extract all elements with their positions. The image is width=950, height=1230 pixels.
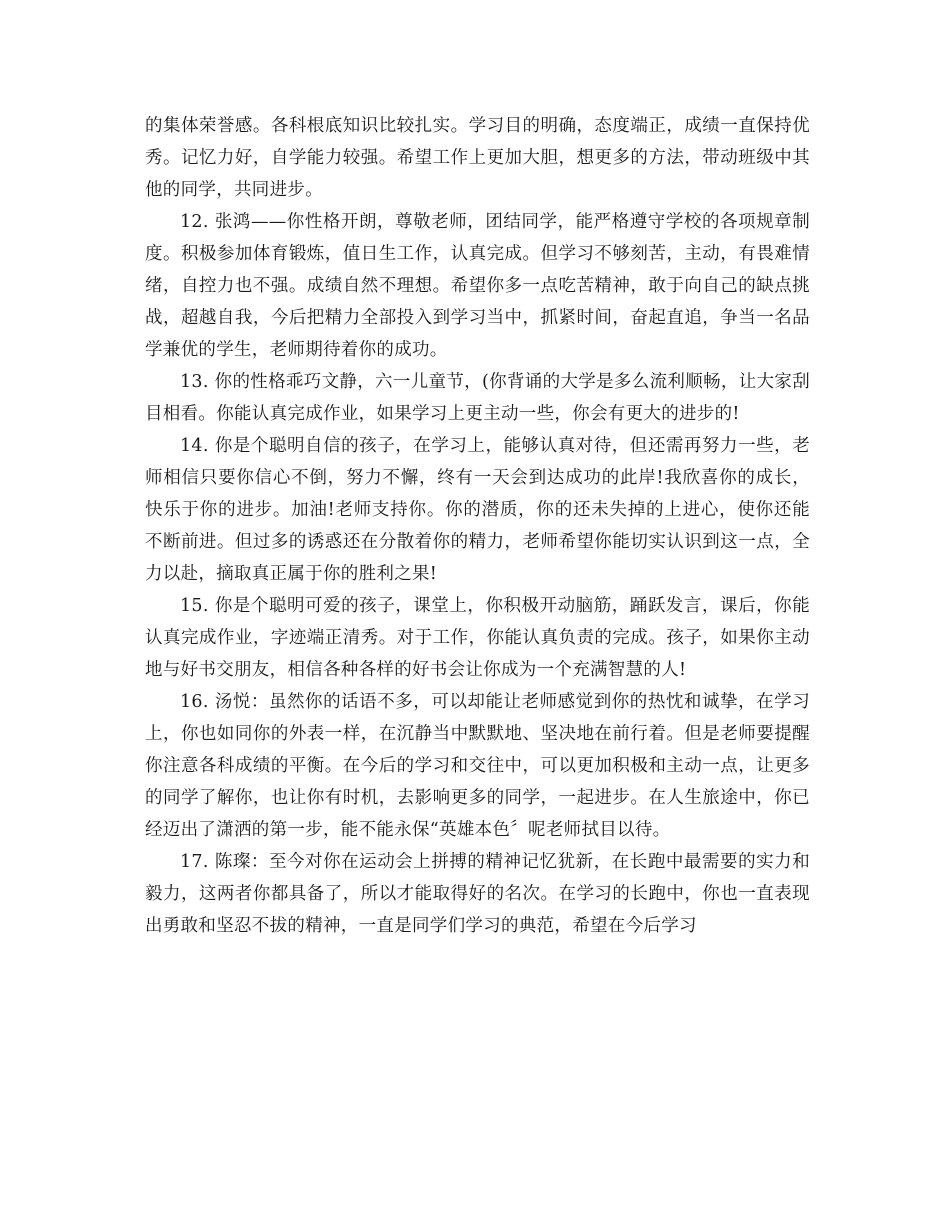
paragraph-comment-15: 15. 你是个聪明可爱的孩子，课堂上，你积极开动脑筋，踊跃发言，课后，你能认真完成作业，字迹端正清秀。对于工作，你能认真负责的完成。孩子，如果你主动地与好书交朋友，相信各种各样的好书会让你成为一个充满智慧的人! [145, 596, 810, 680]
paragraph-comment-13: 13. 你的性格乖巧文静，六一儿童节，(你背诵的大学是多么流利顺畅，让大家刮目相看。你能认真完成作业，如果学习上更主动一些，你会有更大的进步的! [145, 372, 810, 424]
paragraph-comment-14: 14. 你是个聪明自信的孩子，在学习上，能够认真对待，但还需再努力一些，老师相信只要你信心不倒，努力不懈，终有一天会到达成功的此岸!我欣喜你的成长，快乐于你的进步。加油!老师支持你。你的潜质，你的还未失掉的上进心，使你还能不断前进。但过多的诱惑还在分散着你的精力，老师希望你能切实认识到这一点，全力以赴，摘取真正属于你的胜利之果! [145, 436, 810, 584]
paragraph-comment-16: 16. 汤悦：虽然你的话语不多，可以却能让老师感觉到你的热忱和诚挚，在学习上，你也如同你的外表一样，在沉静当中默默地、坚决地在前行着。但是老师要提醒你注意各科成绩的平衡。在今后的学习和交往中，可以更加积极和主动一点，让更多的同学了解你，也让你有时机，去影响更多的同学，一起进步。在人生旅途中，你已经迈出了潇洒的第一步，能不能永保“英雄本色〞呢老师拭目以待。 [145, 692, 810, 840]
paragraph-comment-17: 17. 陈璨：至今对你在运动会上拼搏的精神记忆犹新，在长跑中最需要的实力和毅力，这两者你都具备了，所以才能取得好的名次。在学习的长跑中，你也一直表现出勇敢和坚忍不拔的精神，一直是同学们学习的典范，希望在今后学习 [145, 852, 810, 936]
paragraph-comment-12: 12. 张鸿——你性格开朗，尊敬老师，团结同学，能严格遵守学校的各项规章制度。积极参加体育锻炼，值日生工作，认真完成。但学习不够刻苦，主动，有畏难情绪，自控力也不强。成绩自然不理想。希望你多一点吃苦精神，敢于向自己的缺点挑战，超越自我，今后把精力全部投入到学习当中，抓紧时间，奋起直追，争当一名品学兼优的学生，老师期待着你的成功。 [145, 212, 810, 360]
paragraph-continuation: 的集体荣誉感。各科根底知识比较扎实。学习目的明确，态度端正，成绩一直保持优秀。记忆力好，自学能力较强。希望工作上更加大胆，想更多的方法，带动班级中其他的同学，共同进步。 [145, 116, 810, 200]
document-body [145, 110, 810, 942]
